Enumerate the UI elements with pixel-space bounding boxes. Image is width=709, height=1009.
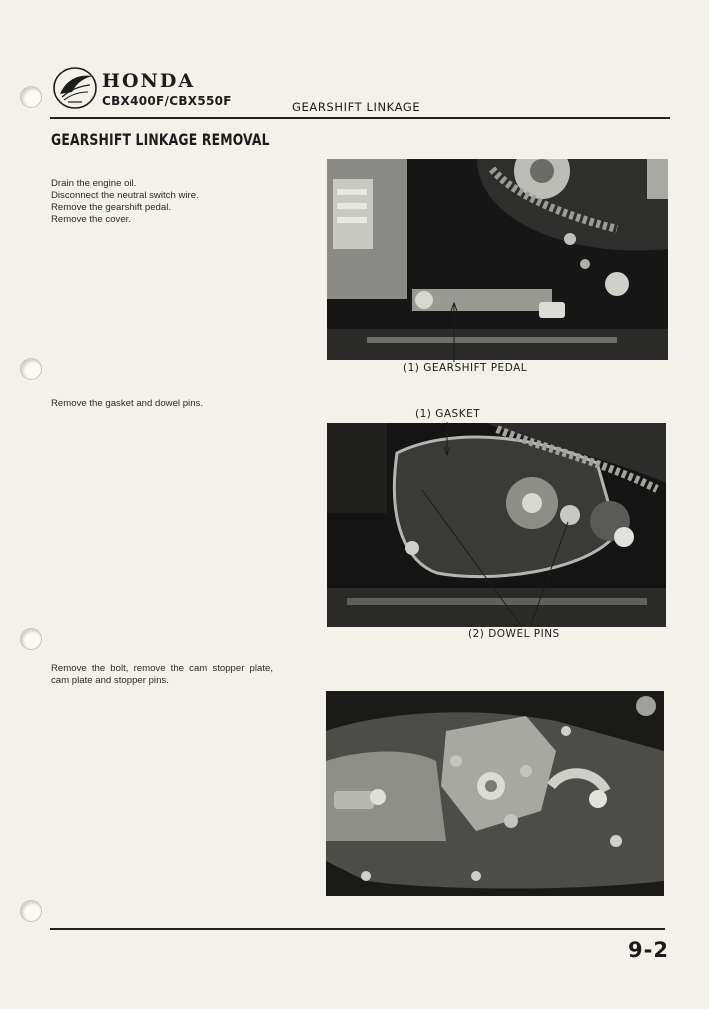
- engine-gasket-dowel-photo: [327, 423, 666, 627]
- model-name: CBX400F/CBX550F: [102, 94, 232, 108]
- binder-hole: [20, 628, 42, 650]
- step-instructions-3: Remove the bolt, remove the cam stopper plate, cam plate and stopper pins.: [51, 663, 273, 686]
- binder-hole: [20, 358, 42, 380]
- step-instructions-2: [51, 398, 203, 410]
- step-line: Remove the gasket and dowel pins.: [51, 398, 203, 409]
- binder-hole: [20, 900, 42, 922]
- header-divider: [50, 117, 670, 119]
- footer-divider: [50, 928, 665, 930]
- page-heading: GEARSHIFT LINKAGE REMOVAL: [51, 130, 270, 149]
- step-line: Remove the gearshift pedal.: [51, 202, 171, 213]
- step-line: Disconnect the neutral switch wire.: [51, 190, 199, 201]
- step-instructions-1: [51, 178, 199, 226]
- section-title: GEARSHIFT LINKAGE: [292, 100, 421, 114]
- honda-wing-logo-icon: [52, 66, 98, 110]
- binder-hole: [20, 86, 42, 108]
- brand-name: HONDA: [102, 70, 196, 92]
- engine-gearshift-pedal-photo: [327, 159, 668, 360]
- engine-cam-plate-photo: [326, 691, 664, 896]
- callout-dowel-pins: (2) DOWEL PINS: [468, 628, 560, 640]
- page-number: 9-2: [628, 938, 669, 962]
- callout-gasket: (1) GASKET: [415, 408, 481, 420]
- step-line: Drain the engine oil.: [51, 178, 137, 189]
- callout-gearshift-pedal: (1) GEARSHIFT PEDAL: [403, 362, 528, 374]
- step-line: Remove the cover.: [51, 214, 131, 225]
